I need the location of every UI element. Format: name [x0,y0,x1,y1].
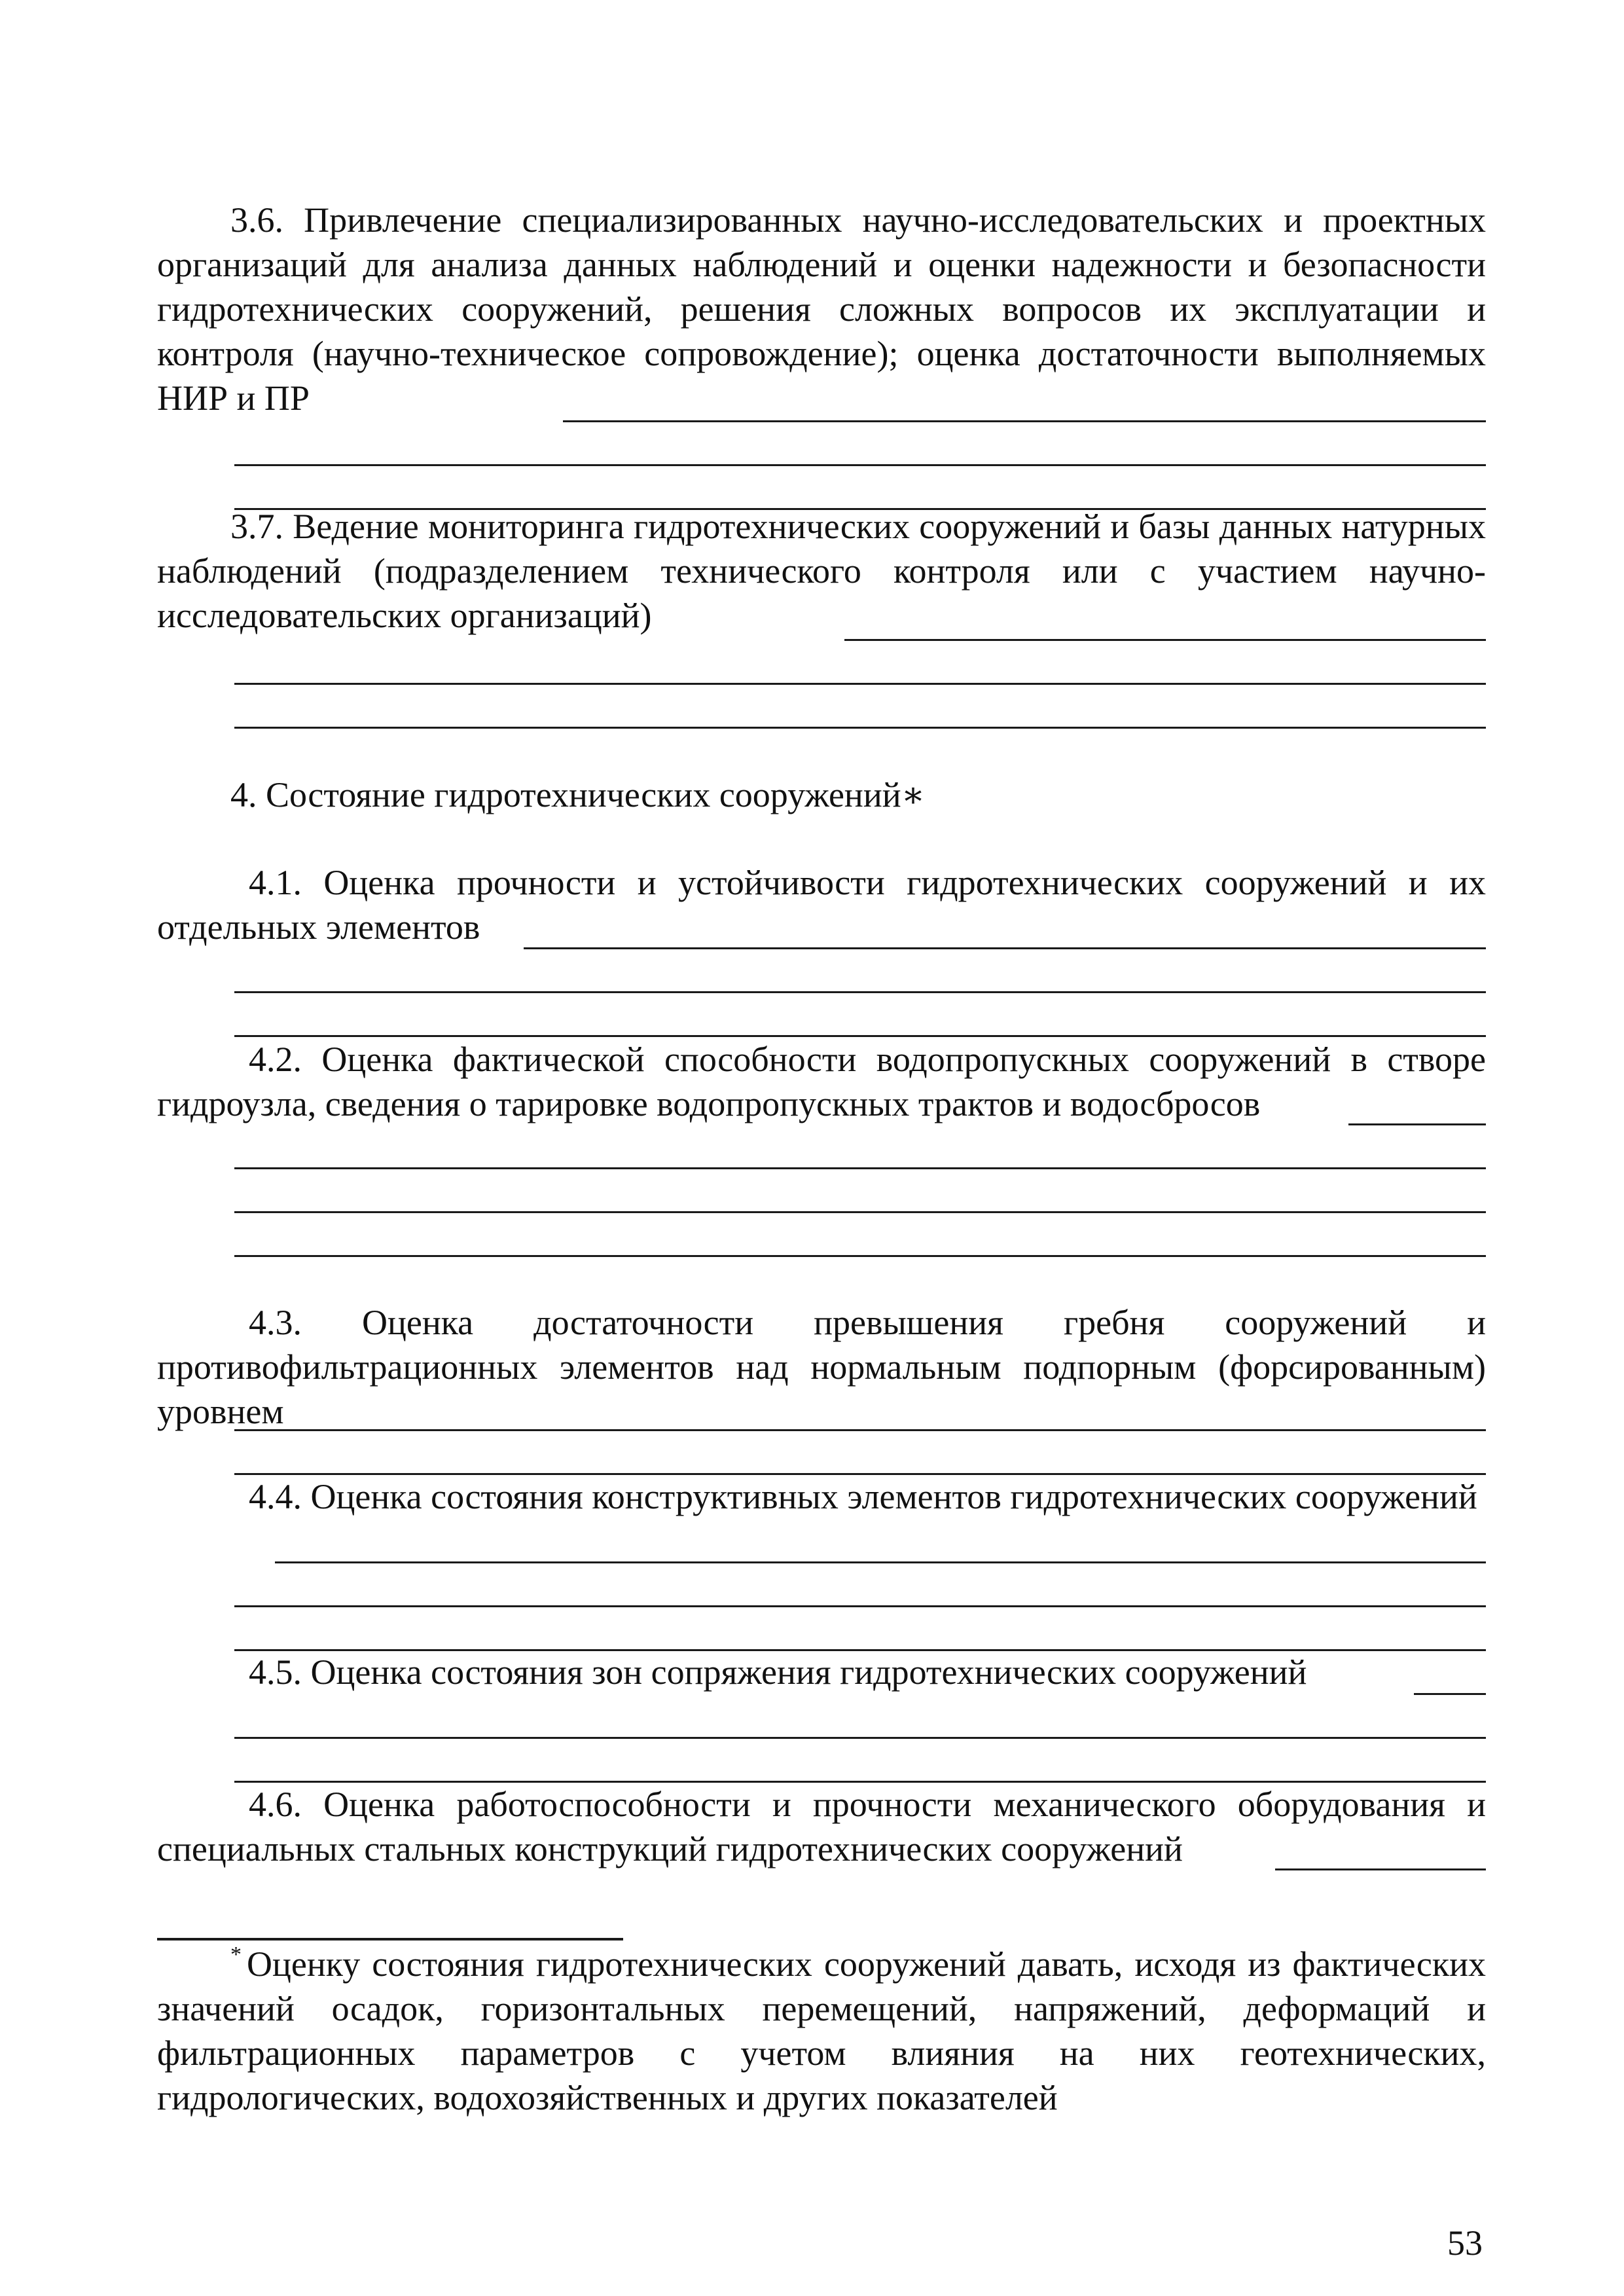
fill-line [234,1605,1486,1607]
paragraph-4-2: 4.2. Оценка фактической способности водопропускных сооружений в створе гидроузла, сведения о тарировке водопропускных трактов и водосбросов [157,1040,1486,1123]
paragraph-4-3: 4.3. Оценка достаточности превышения гребня сооружений и противофильтрационных элементов над нормальным подпорным (форсированным) уровнем [157,1303,1486,1431]
fill-line [234,1255,1486,1257]
paragraph-4-1: 4.1. Оценка прочности и устойчивости гидротехнических сооружений и их отдельных элементов [157,863,1486,947]
fill-line [234,1429,1486,1431]
fill-line [234,683,1486,685]
fill-line [1414,1693,1486,1695]
fill-line [563,420,1486,422]
fill-line [524,947,1486,949]
footnote-text: Оценку состояния гидротехнических сооружений давать, исходя из фактических значений осадок, горизонтальных перемещений, напряжений, деформаций и фильтрационных параметров с учетом влияния на них геотехнических, гидрологических, водохозяйственных и других показателей [157,1944,1486,2117]
footnote [157,1942,1486,2120]
fill-line [275,1561,1486,1563]
fill-line [234,1737,1486,1739]
paragraph-4-4: 4.4. Оценка состояния конструктивных элементов гидротехнических сооружений [249,1477,1477,1516]
fill-line [1275,1868,1486,1870]
fill-line [234,991,1486,993]
paragraph-3-7: 3.7. Ведение мониторинга гидротехнических сооружений и базы данных натурных наблюдений (подразделением технического контроля или с участием научно-исследовательских организаций) [157,507,1486,635]
fill-line [234,1167,1486,1169]
fill-line [234,1211,1486,1213]
fill-line [234,727,1486,729]
page-number: 53 [1447,2223,1483,2263]
footnote-mark: * [230,1942,242,1967]
fill-line [1348,1123,1486,1125]
paragraph-4-6: 4.6. Оценка работоспособности и прочности механического оборудования и специальных стальных конструкций гидротехнических сооружений [157,1785,1486,1868]
section-heading-4: 4. Состояние гидротехнических сооружений∗ [230,775,926,814]
paragraph-3-6: 3.6. Привлечение специализированных научно-исследовательских и проектных организаций для анализа данных наблюдений и оценки надежности и безопасности гидротехнических сооружений, решения сложных вопросов их эксплуатации и контроля (научно-техническое сопровождение); оценка достаточности выполняемых НИР и ПР [157,200,1486,418]
paragraph-4-5: 4.5. Оценка состояния зон сопряжения гидротехнических сооружений [249,1652,1307,1692]
fill-line [844,639,1486,641]
footnote-separator [157,1938,623,1941]
fill-line [234,464,1486,466]
